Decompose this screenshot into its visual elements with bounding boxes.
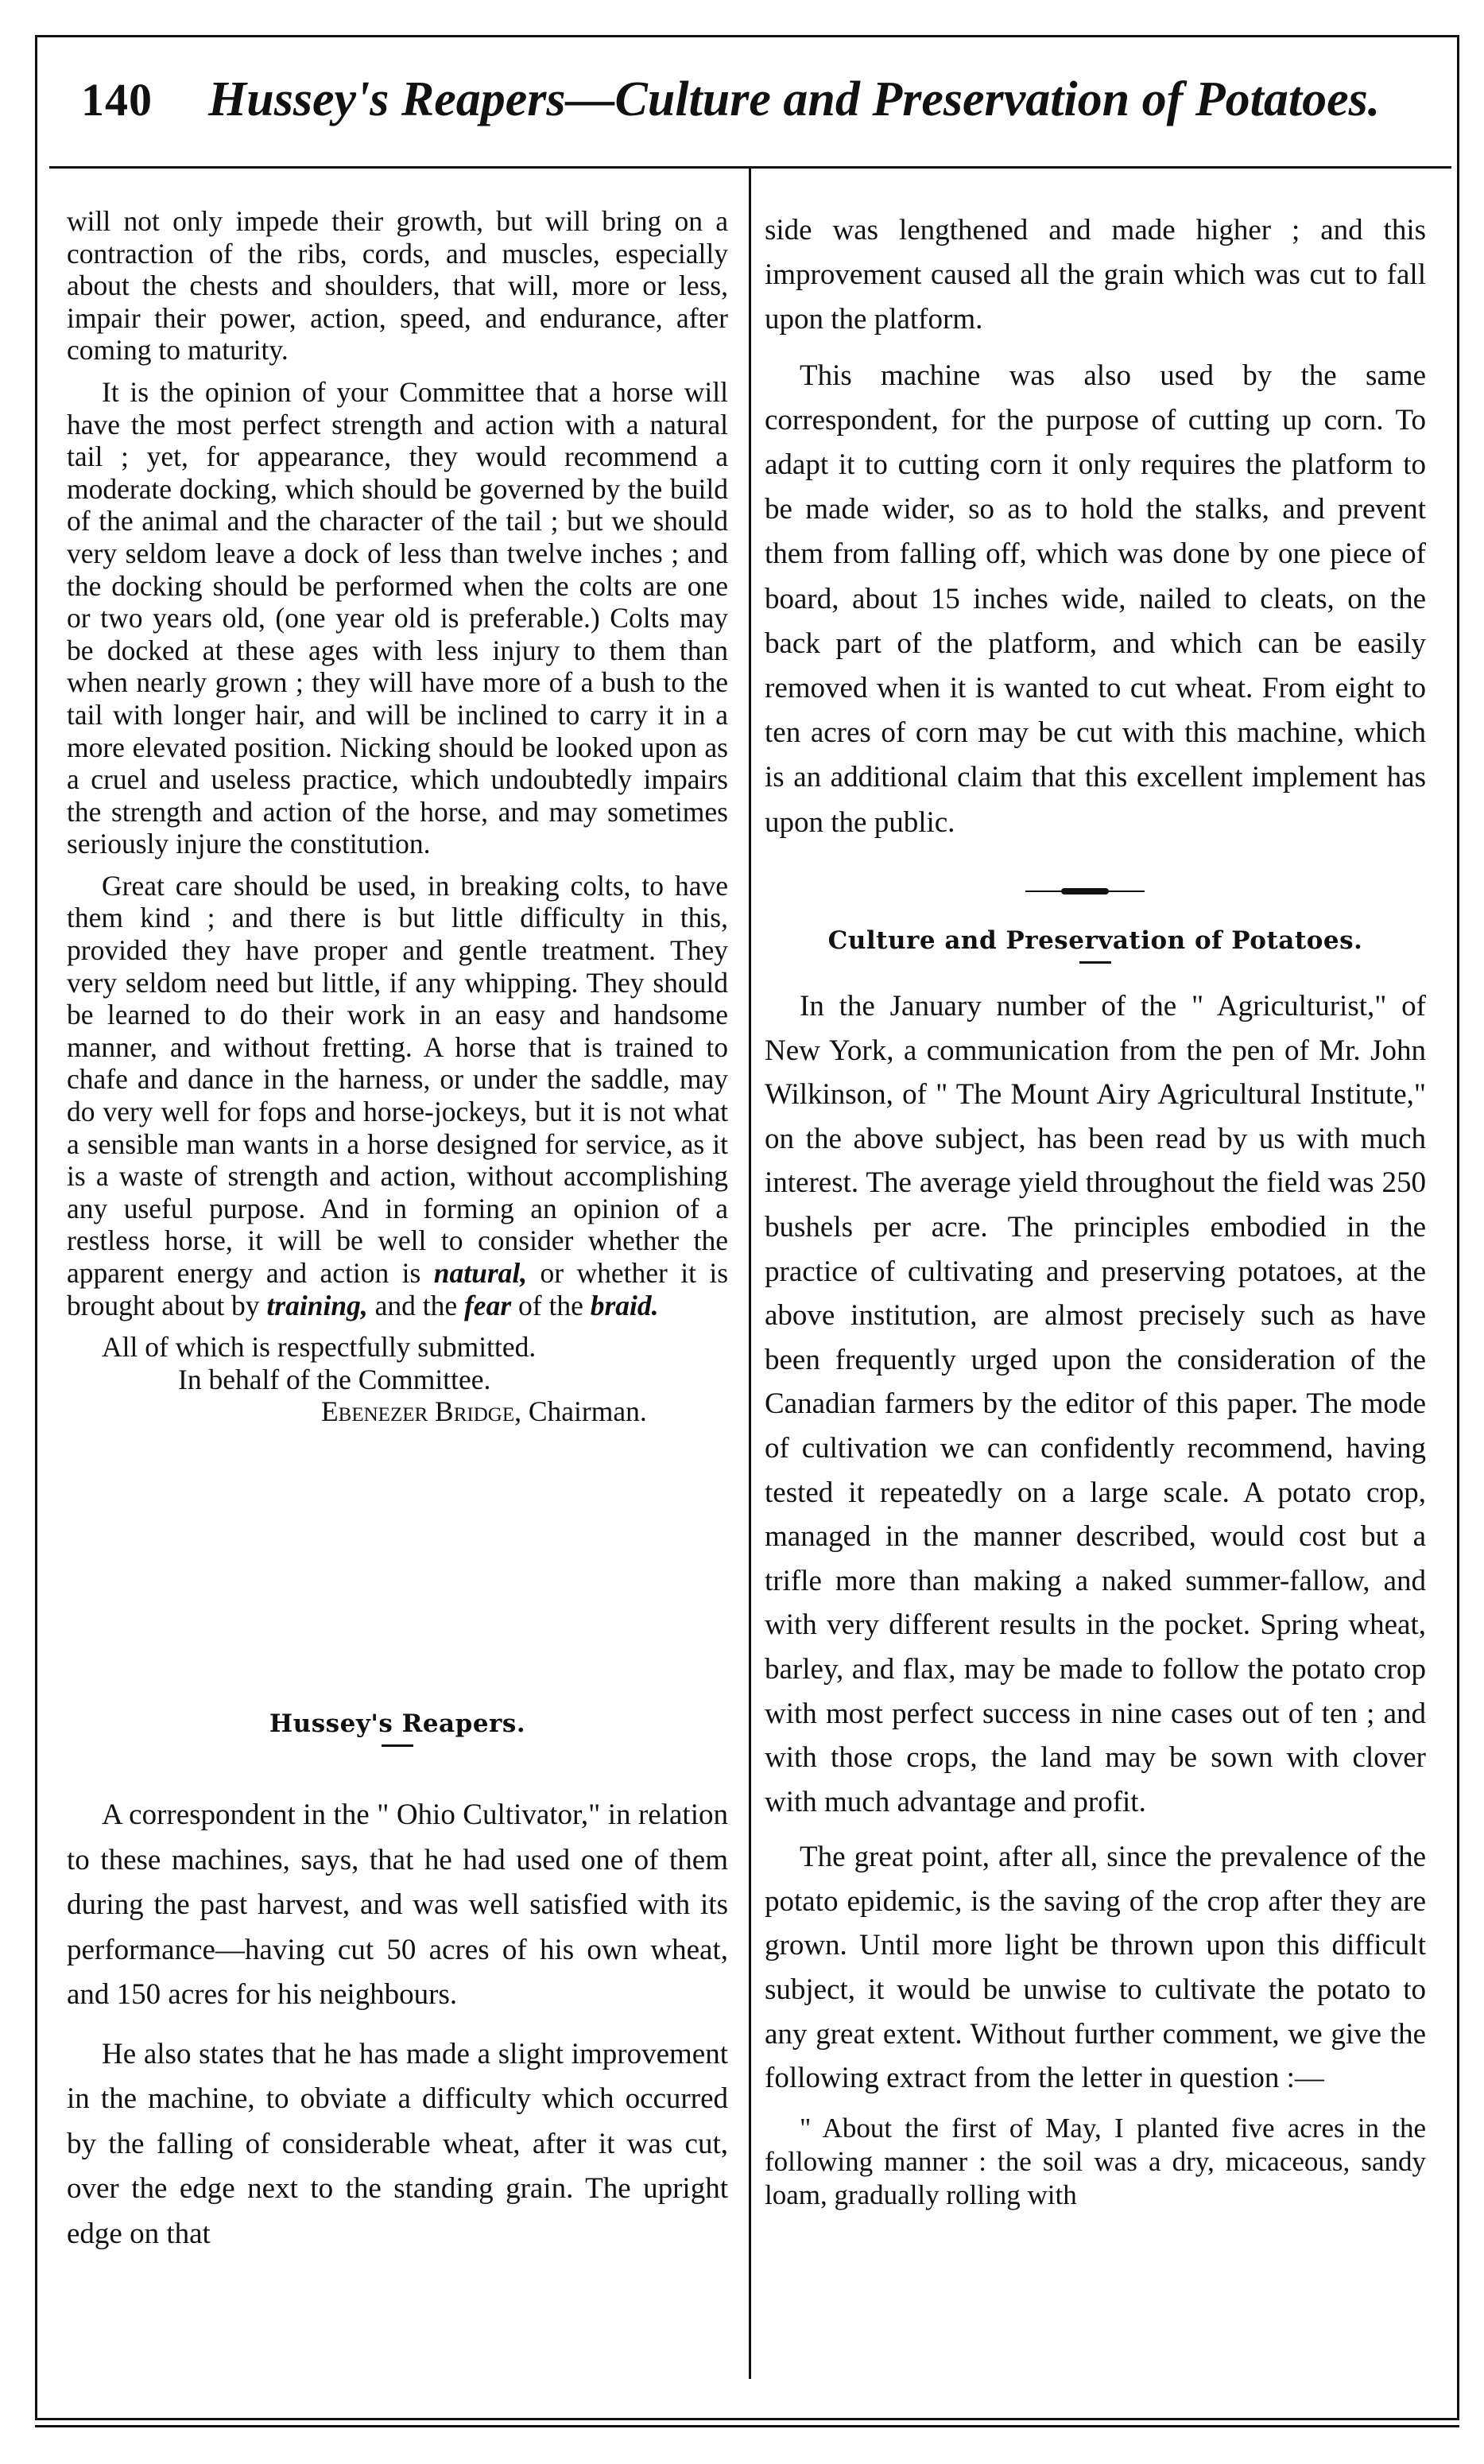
emphasis: natural, <box>433 1257 528 1289</box>
text-run: and the <box>374 1289 458 1321</box>
column-divider <box>749 169 751 2379</box>
paragraph: side was lengthened and made higher ; and this improvement caused all the grain which was cut to fall upon the platform. <box>765 214 1426 336</box>
signatory-title: Chairman. <box>528 1395 647 1428</box>
text-run: Great care should be used, in breaking colts, to have them kind ; and there is but little difficulty in this, provided they have proper and gentle treatment. They very seldom need but little, if any whipping. They should be learned to do their work in an easy and handsome manner, and without fretting. A horse that is trained to chafe and dance in the harness, or under the saddle, may do very well for fops and horse-jockeys, but it is not what a sensible man wants in a horse designed for service, as it is a waste of strength and action, without accomplishing any useful purpose. And in forming an opinion of a restless horse, it will be well to consider whether the apparent energy and action is <box>67 869 728 1289</box>
text-run: of the <box>518 1289 583 1321</box>
section-heading-potatoes <box>765 926 1426 975</box>
running-title: Hussey's Reapers—Culture and Preservation of Potatoes. <box>208 72 1381 126</box>
section-ornament <box>1025 888 1145 894</box>
heading-dash <box>1079 961 1111 964</box>
paragraph: will not only impede their growth, but will bring on a contraction of the ribs, cords, and muscles, especially about the chests and shoulders, that will, more or less, impair their power, action, speed, and endurance, after coming to maturity. <box>67 205 728 367</box>
page-border-bottom-rule <box>35 2425 1459 2427</box>
section-heading-husseys-reapers <box>67 1709 728 1758</box>
page-header <box>49 49 1451 169</box>
heading-dash <box>382 1744 413 1747</box>
signature-name <box>67 1395 728 1428</box>
emphasis: training, <box>266 1289 368 1321</box>
emphasis: fear <box>463 1289 512 1321</box>
paragraph: In the January number of the " Agriculturist," of New York, a communication from the pen of Mr. John Wilkinson, of " The Mount Airy Agricultural Institute," on the above subject, has been read by us with much interest. The average yield throughout the field was 250 bushels per acre. The principles embodied in the practice of cultivating and preserving potatoes, at the above institution, are almost precisely such as have been frequently urged upon the consideration of the Canadian farmers by the editor of this paper. The mode of cultivation we can confidently recommend, having tested it repeatedly on a large scale. A potato crop, managed in the manner described, would cost but a trifle more than making a naked summer-fallow, and with very different results in the pocket. Spring wheat, barley, and flax, may be made to follow the potato crop with most perfect success in nine cases out of ten ; and with those crops, the land may be sown with clover with much advantage and profit. <box>765 990 1426 1818</box>
paragraph <box>67 870 728 1321</box>
paragraph: He also states that he has made a slight improvement in the machine, to obviate a difficulty which occurred by the falling of considerable wheat, after it was cut, over the edge next to the standing grain. The upright edge on that <box>67 2037 728 2250</box>
paragraph: A correspondent in the " Ohio Cultivator," in relation to these machines, says, that he had used one of them during the past harvest, and was well satisfied with its performance—having cut 50 acres of his own wheat, and 150 acres for his neighbours. <box>67 1799 728 2011</box>
text-run: or whether it is brought about by <box>67 1257 729 1321</box>
section-heading: Hussey's Reapers. <box>269 1709 526 1738</box>
emphasis: braid. <box>590 1289 659 1321</box>
section-heading: Culture and Preservation of Potatoes. <box>827 926 1363 955</box>
right-column <box>765 208 1426 856</box>
paragraph: It is the opinion of your Committee that a horse will have the most perfect strength and action with a natural tail ; yet, for appearance, they would recommend a moderate docking, which should be governed by the build of the animal and the character of the tail ; but we should very seldom leave a dock of less than twelve inches ; and the docking should be performed when the colts are one or two years old, (one year old is preferable.) Colts may be docked at these ages with less injury to them than when nearly grown ; they will have more of a bush to the tail with longer hair, and will be inclined to carry it in a more elevated position. Nicking should be looked upon as a cruel and useless practice, which undoubtedly impairs the strength and action of the horse, and may sometimes seriously injure the constitution. <box>67 375 728 860</box>
right-column-lower <box>765 984 1426 2223</box>
page-number: 140 <box>81 74 153 126</box>
left-column-lower <box>67 1793 728 2266</box>
paragraph: The great point, after all, since the prevalence of the potato epidemic, is the saving of the crop after they are grown. Until more light be thrown upon this difficult subject, it would be unwise to cultivate the potato to any great extent. Without further comment, we give the following extract from the letter in question :— <box>765 1841 1426 2095</box>
signatory-name: Ebenezer Bridge, <box>321 1395 521 1428</box>
signature-line: In behalf of the Committee. <box>178 1363 491 1395</box>
left-column <box>67 205 728 1428</box>
paragraph: " About the first of May, I planted five acres in the following manner : the soil was a dry, micaceous, sandy loam, gradually rolling with <box>765 2112 1426 2210</box>
paragraph: This machine was also used by the same correspondent, for the purpose of cutting up corn. To adapt it to cutting corn it only requires the platform to be made wider, so as to hold the stalks, and prevent them from falling off, which was done by one piece of board, about 15 inches wide, nailed to cleats, on the back part of the platform, and which can be easily removed when it is wanted to cut wheat. From eight to ten acres of corn may be cut with this machine, which is an additional claim that this excellent implement has upon the public. <box>765 359 1426 839</box>
paragraph: All of which is respectfully submitted. <box>102 1331 537 1364</box>
